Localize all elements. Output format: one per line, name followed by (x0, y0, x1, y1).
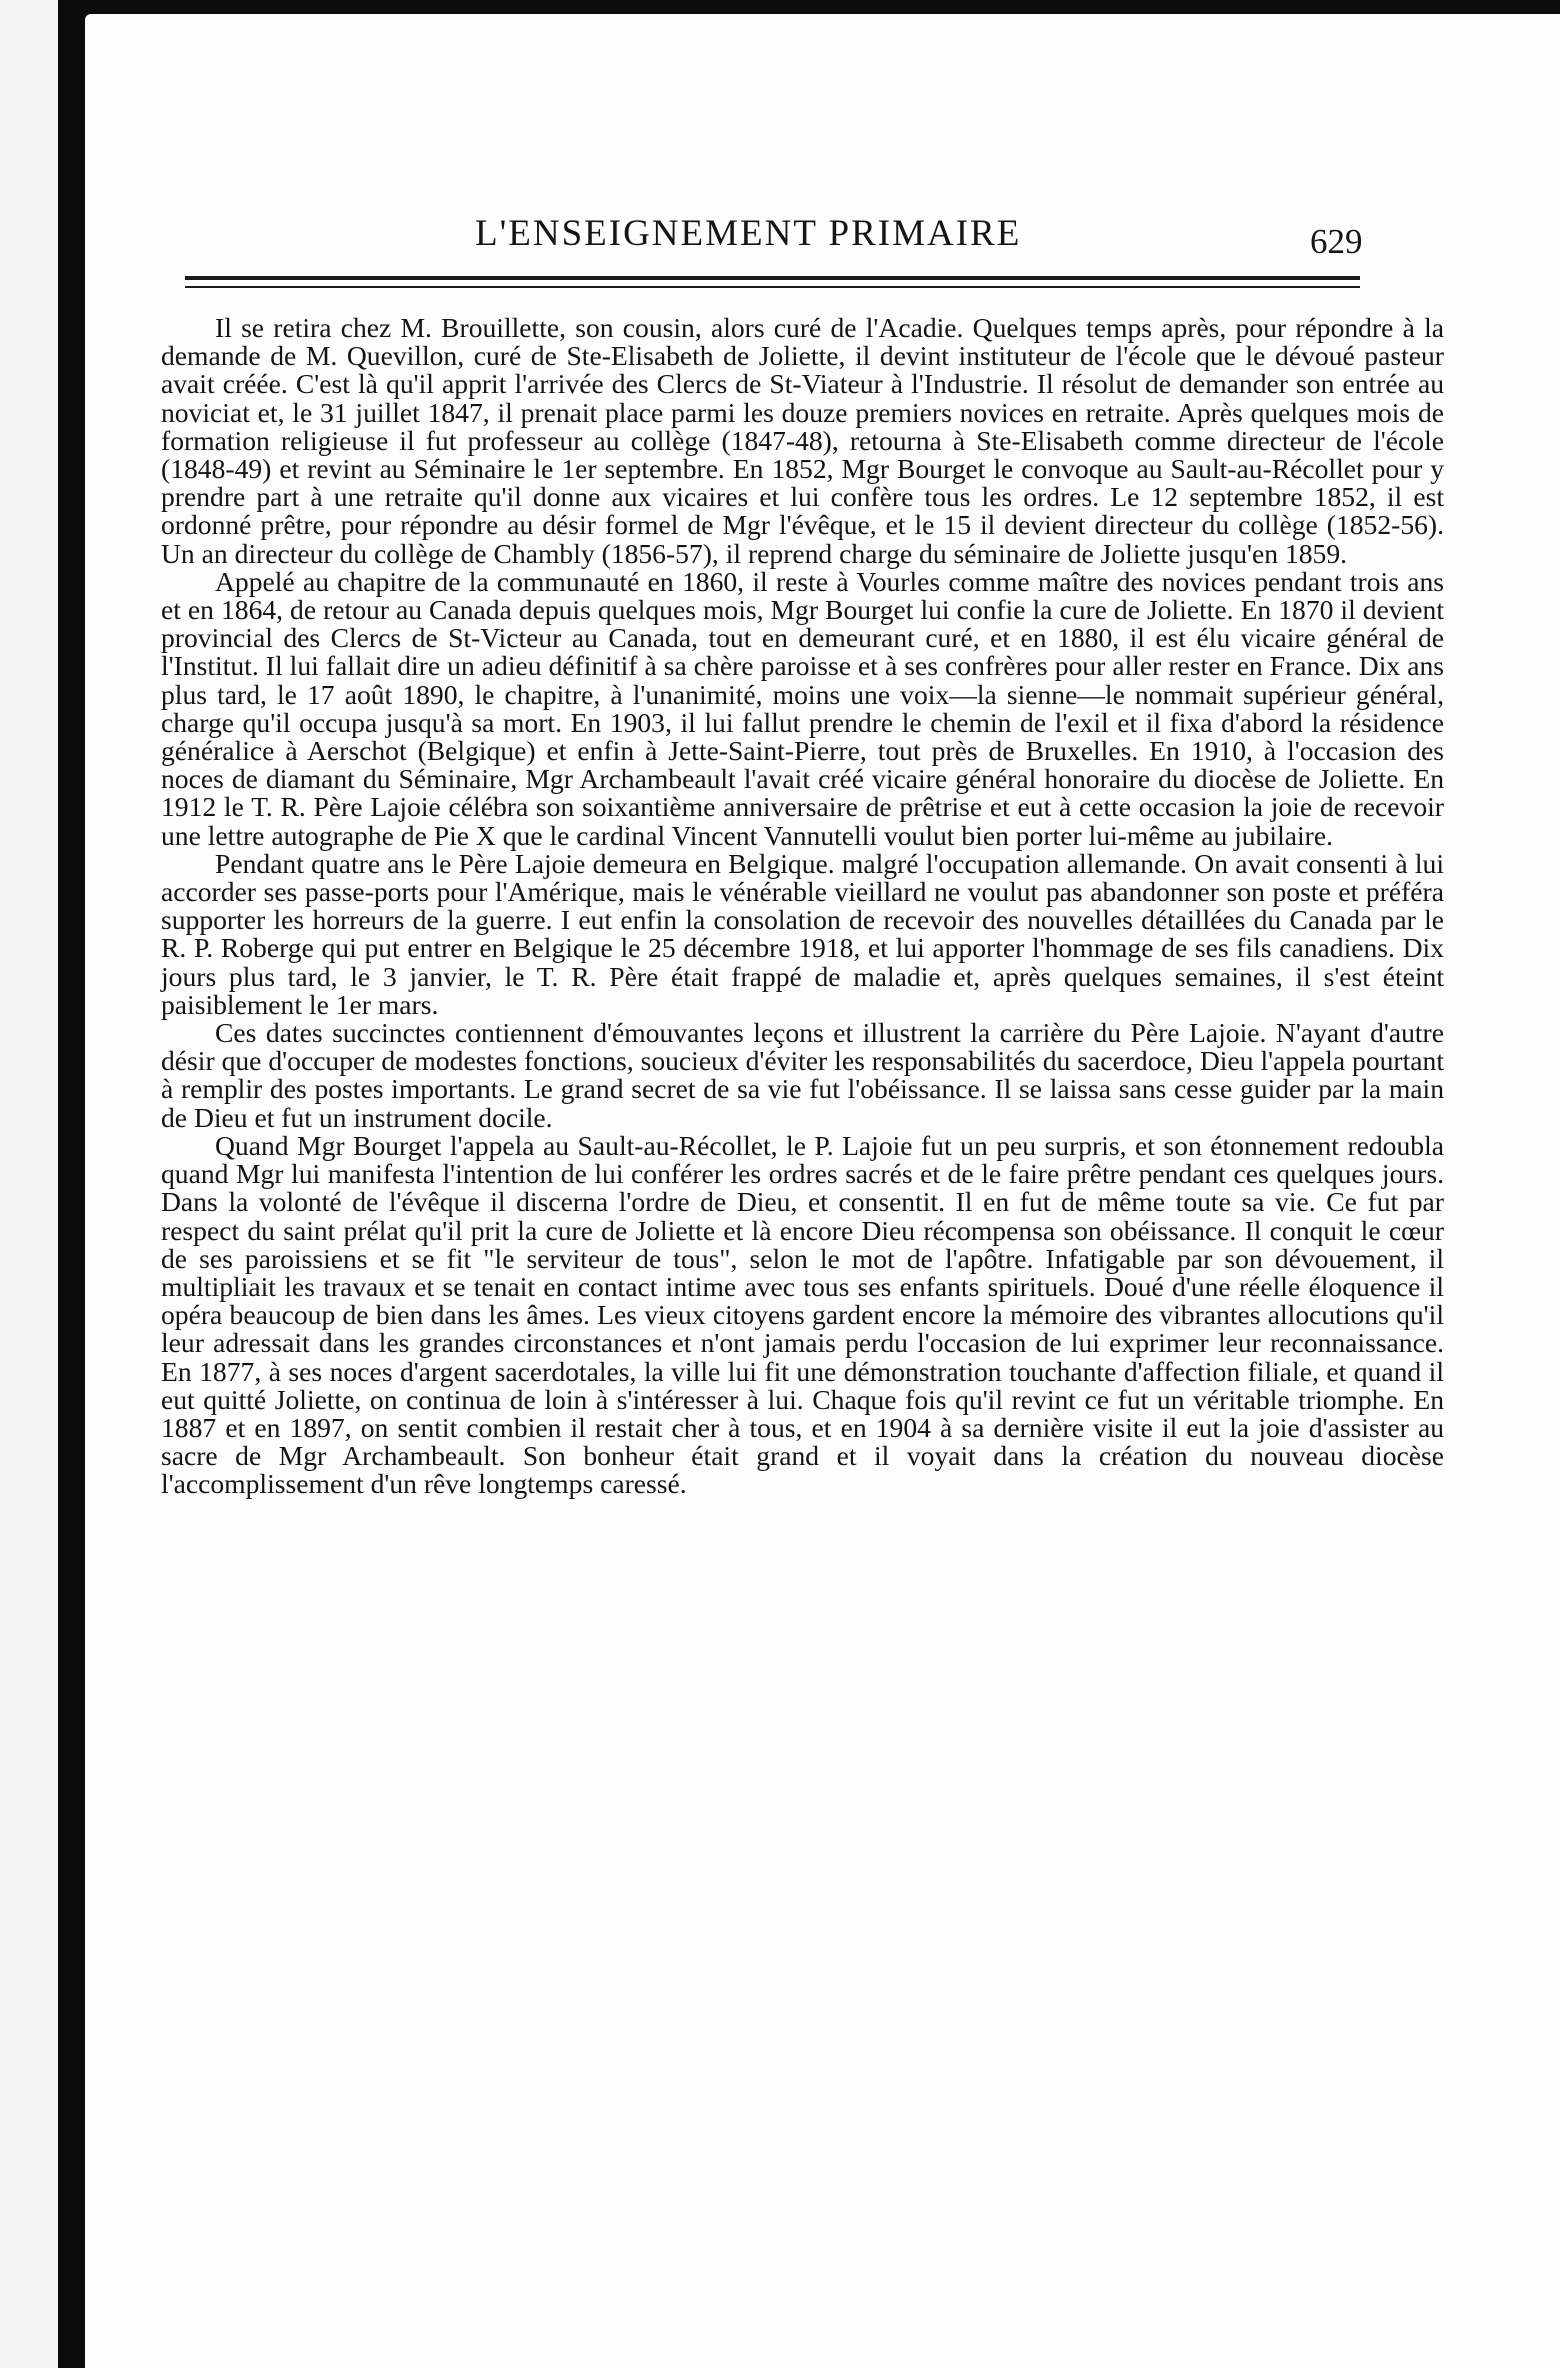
header-rule-thick (185, 276, 1360, 280)
running-title: L'ENSEIGNEMENT PRIMAIRE (475, 213, 1022, 254)
paragraph: Pendant quatre ans le Père Lajoie demeura en Belgique. malgré l'occupation allemande. On avait consenti à lui accorder ses passe-ports pour l'Amérique, mais le vénérable vieillard ne voulut pas abandonner son poste et préféra supporter les horreurs de la guerre. I eut enfin la consolation de recevoir des nouvelles détaillées du Canada par le R. P. Roberge qui put entrer en Belgique le 25 décembre 1918, et lui apporter l'hommage de ses fils canadiens. Dix jours plus tard, le 3 janvier, le T. R. Père était frappé de maladie et, après quelques semaines, il s'est éteint paisiblement le 1er mars. (161, 847, 1444, 1020)
book-page (85, 14, 1560, 2368)
paragraph: Quand Mgr Bourget l'appela au Sault-au-Récollet, le P. Lajoie fut un peu surpris, et son étonnement redoubla quand Mgr lui manifesta l'intention de lui conférer les ordres sacrés et de le faire prêtre pendant ces quelques jours. Dans la volonté de l'évêque il discerna l'ordre de Dieu, et consentit. Il en fut de même toute sa vie. Ce fut par respect du saint prélat qu'il prit la cure de Joliette et là encore Dieu récompensa son obéissance. Il conquit le cœur de ses paroissiens et se fit "le serviteur de tous", selon le mot de l'apôtre. Infatigable par son dévouement, il multipliait les travaux et se tenait en contact intime avec tous ses enfants spirituels. Doué d'une réelle éloquence il opéra beaucoup de bien dans les âmes. Les vieux citoyens gardent encore la mémoire des vibrantes allocutions qu'il leur adressait dans les grandes circonstances et n'ont jamais perdu l'occasion de lui exprimer leur reconnaissance. En 1877, à ses noces d'argent sacerdotales, la ville lui fit une démonstration touchante d'affection filiale, et quand il eut quitté Joliette, on continua de loin à s'intéresser à lui. Chaque fois qu'il revint ce fut un véritable triomphe. En 1887 et en 1897, on sentit combien il restait cher à tous, et en 1904 à sa dernière visite il eut la joie d'assister au sacre de Mgr Archambeault. Son bonheur était grand et il voyait dans la création du nouveau diocèse l'accomplissement d'un rêve longtemps caressé. (161, 1129, 1444, 1500)
page-header (85, 200, 1560, 260)
body-text (161, 314, 1444, 1499)
left-page-edge (0, 0, 58, 2368)
paragraph: Il se retira chez M. Brouillette, son cousin, alors curé de l'Acadie. Quelques temps après, pour répondre à la demande de M. Quevillon, curé de Ste-Elisabeth de Joliette, il devint instituteur de l'école que le dévoué pasteur avait créée. C'est là qu'il apprit l'arrivée des Clercs de St-Viateur à l'Industrie. Il résolut de demander son entrée au noviciat et, le 31 juillet 1847, il prenait place parmi les douze premiers novices en retraite. Après quelques mois de formation religieuse il fut professeur au collège (1847-48), retourna à Ste-Elisabeth comme directeur de l'école (1848-49) et revint au Séminaire le 1er septembre. En 1852, Mgr Bourget le convoque au Sault-au-Récollet pour y prendre part à une retraite qu'il donne aux vicaires et lui confère tous les ordres. Le 12 septembre 1852, il est ordonné prêtre, pour répondre au désir formel de Mgr l'évêque, et le 15 il devient directeur du collège (1852-56). Un an directeur du collège de Chambly (1856-57), il reprend charge du séminaire de Joliette jusqu'en 1859. (161, 312, 1444, 569)
paragraph: Appelé au chapitre de la communauté en 1860, il reste à Vourles comme maître des novices pendant trois ans et en 1864, de retour au Canada depuis quelques mois, Mgr Bourget lui confie la cure de Joliette. En 1870 il devient provincial des Clercs de St-Victeur au Canada, tout en demeurant curé, et en 1880, il est élu vicaire général de l'Institut. Il lui fallait dire un adieu définitif à sa chère paroisse et à ses confrères pour aller rester en France. Dix ans plus tard, le 17 août 1890, le chapitre, à l'unanimité, moins une voix—la sienne—le nommait supérieur général, charge qu'il occupa jusqu'à sa mort. En 1903, il lui fallut prendre le chemin de l'exil et il fixa d'abord la résidence généralice à Aerschot (Belgique) et enfin à Jette-Saint-Pierre, tout près de Bruxelles. En 1910, à l'occasion des noces de diamant du Séminaire, Mgr Archambeault l'avait créé vicaire général honoraire du diocèse de Joliette. En 1912 le T. R. Père Lajoie célébra son soixantième anniversaire de prêtrise et eut à cette occasion la joie de recevoir une lettre autographe de Pie X que le cardinal Vincent Vannutelli voulut bien porter lui-même au jubilaire. (161, 565, 1444, 851)
paragraph: Ces dates succinctes contiennent d'émouvantes leçons et illustrent la carrière du Père Lajoie. N'ayant d'autre désir que d'occuper de modestes fonctions, soucieux d'éviter les responsabilités du sacerdoce, Dieu l'appela pourtant à remplir des postes importants. Le grand secret de sa vie fut l'obéissance. Il se laissa sans cesse guider par la main de Dieu et fut un instrument docile. (161, 1017, 1444, 1133)
page-number: 629 (1310, 222, 1363, 261)
header-rule-thin (185, 286, 1360, 288)
